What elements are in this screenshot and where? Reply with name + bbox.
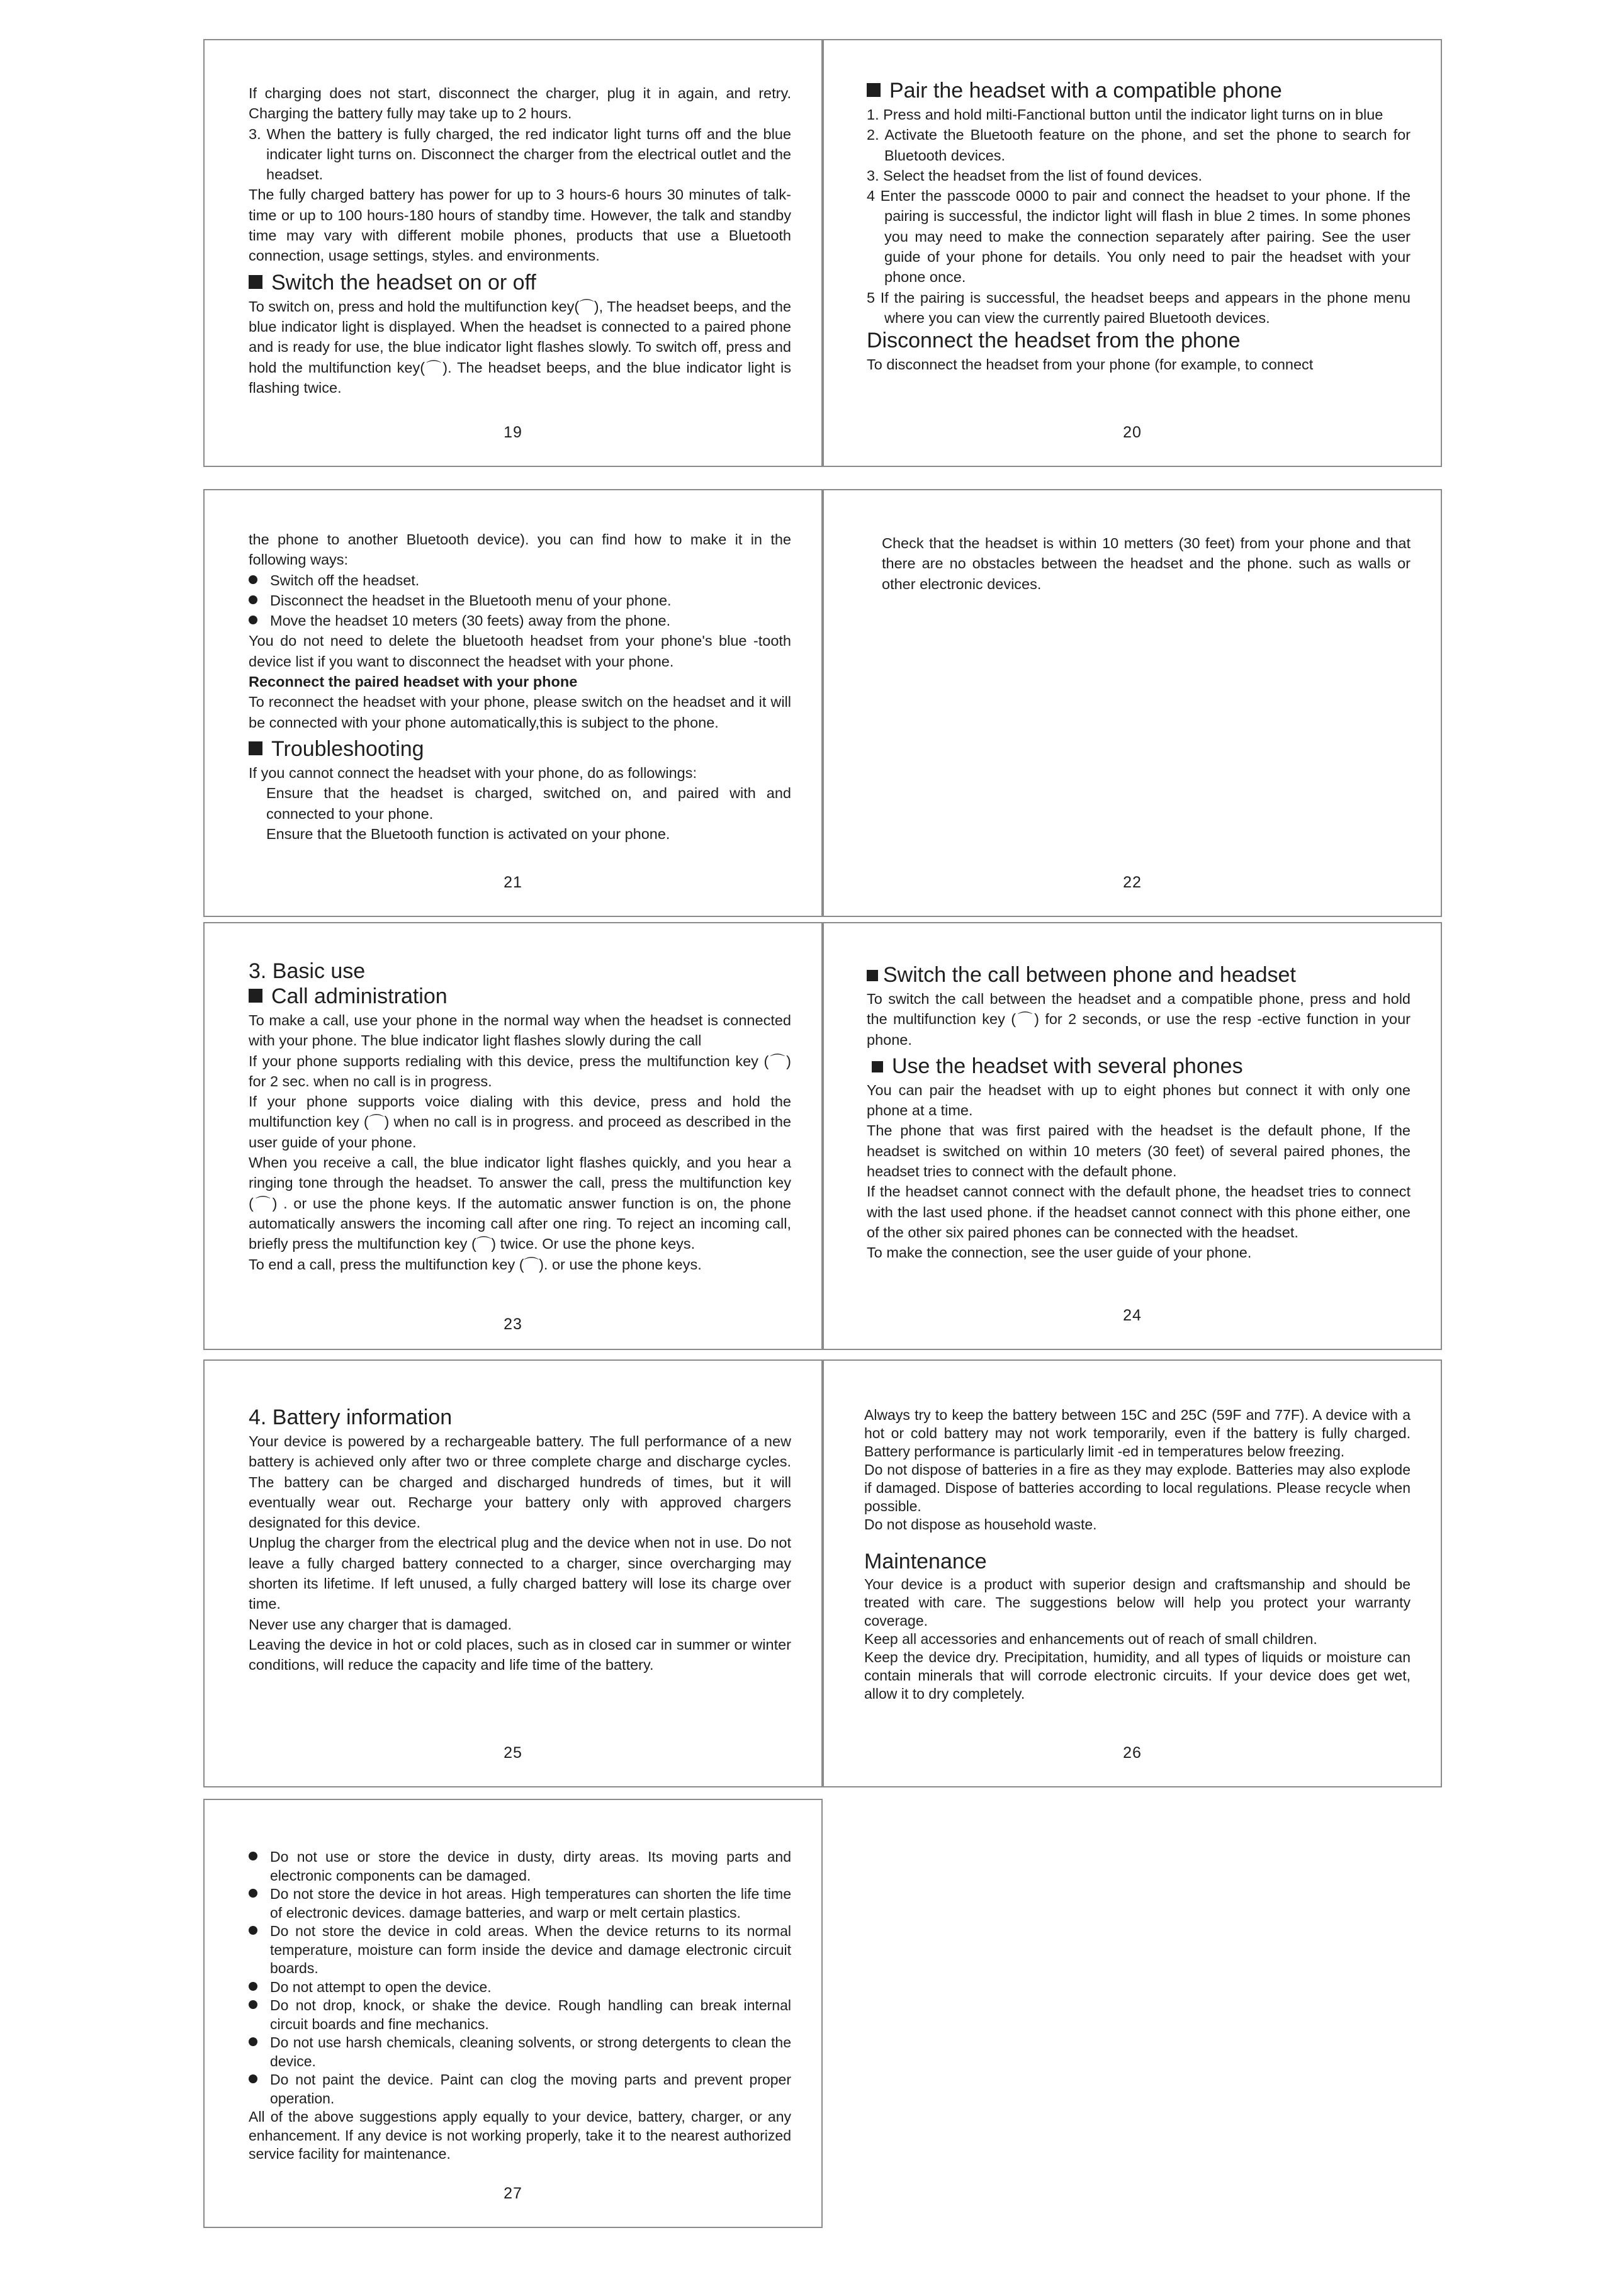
paragraph: Check that the headset is within 10 metters (30 feet) from your phone and that there are no obstacles between the headset and the phone. such as walls or other electronic devices. — [882, 535, 1411, 592]
page-number: 27 — [504, 2185, 522, 2202]
square-bullet-icon — [249, 741, 262, 755]
page-number: 22 — [1123, 874, 1142, 891]
paragraph: All of the above suggestions apply equally to your device, battery, charger, or any enhancement. If any device is not working properly, take it to the nearest authorized service facility for maintenance. — [249, 2108, 791, 2162]
page-19 — [203, 39, 823, 467]
paragraph: You do not need to delete the bluetooth headset from your phone's blue -tooth device list if you want to disconnect the headset with your phone. — [249, 633, 791, 670]
list-item: 4 Enter the passcode 0000 to pair and connect the headset to your phone. If the pairing is successful, the indictor light will flash in blue 2 times. In some phones you may need to make the connection separately after pairing. See the user guide of your phone for details. You only need to pair the headset with your phone once. — [867, 188, 1411, 286]
list-item: 1. Press and hold milti-Fanctional button until the indicator light turns on in blue — [867, 106, 1383, 123]
bullet-icon — [249, 1982, 257, 1991]
bullet-icon — [249, 2000, 257, 2009]
bullet-icon — [249, 575, 257, 584]
page-25 — [203, 1359, 823, 1787]
paragraph: Your device is powered by a rechargeable battery. The full performance of a new battery is achieved only after two or three complete charge and discharge cycles. The battery can be charged and discharged hundreds of times, but it will eventually wear out. Recharge your battery only with approved chargers designated for this device. — [249, 1433, 791, 1531]
page-27 — [203, 1799, 823, 2228]
section-heading: Use the headset with several phones — [867, 1054, 1411, 1079]
page-21 — [203, 489, 823, 917]
paragraph: If your phone supports voice dialing with this device, press and hold the multifunction key (⌒) when no call is in progress. and proceed as described in the user guide of your phone. — [249, 1093, 791, 1151]
page-number: 19 — [504, 424, 522, 441]
paragraph: Do not dispose of batteries in a fire as they may explode. Batteries may also explode if damaged. Dispose of batteries according to local regulations. Please recycle when possible. — [864, 1461, 1411, 1514]
list-item: Do not store the device in cold areas. When the device returns to its normal temperature, moisture can form inside the device and damage electronic circuit boards. — [249, 1922, 791, 1978]
bullet-icon — [249, 616, 257, 624]
bullet-icon — [249, 1852, 257, 1860]
section-title: 3. Basic use — [249, 959, 366, 983]
paragraph: If you cannot connect the headset with your phone, do as followings: — [249, 764, 697, 781]
list-item: Disconnect the headset in the Bluetooth menu of your phone. — [249, 590, 791, 611]
spacer — [864, 1534, 1411, 1549]
paragraph: To end a call, press the multifunction key (⌒). or use the phone keys. — [249, 1256, 702, 1273]
paragraph: When you receive a call, the blue indicator light flashes quickly, and you hear a ringing tone through the headset. To answer the call, press the multifunction key (⌒) . or use the phone keys. If the automatic answer function is on, the phone automatically answers the incoming call after one ring. To reject an incoming call, briefly press the multifunction key (⌒) twice. Or use the phone keys. — [249, 1154, 791, 1252]
page-number: 24 — [1123, 1307, 1142, 1324]
square-bullet-icon — [249, 275, 262, 289]
paragraph: You can pair the headset with up to eight phones but connect it with only one phone at a time. — [867, 1081, 1411, 1119]
subheading: Reconnect the paired headset with your phone — [249, 673, 578, 690]
list-item: Do not store the device in hot areas. High temperatures can shorten the life time of electronic devices. damage batteries, and warp or melt certain plastics. — [249, 1885, 791, 1922]
list-item: Do not use harsh chemicals, cleaning solvents, or strong detergents to clean the device. — [249, 2034, 791, 2071]
paragraph: Keep all accessories and enhancements out of reach of small children. — [864, 1631, 1317, 1647]
page-22 — [823, 489, 1442, 917]
section-heading: Disconnect the headset from the phone — [867, 329, 1241, 353]
paragraph: If your phone supports redialing with this device, press the multifunction key (⌒) for 2 sec. when no call is in progress. — [249, 1052, 791, 1089]
paragraph: Leaving the device in hot or cold places, such as in closed car in summer or winter conditions, will reduce the capacity and life time of the battery. — [249, 1636, 791, 1674]
list-item: Do not attempt to open the device. — [249, 1978, 791, 1997]
paragraph: Keep the device dry. Precipitation, humidity, and all types of liquids or moisture can contain minerals that will corrode electronic circuits. If your device does get wet, allow it to dry completely. — [864, 1649, 1411, 1702]
page-number: 25 — [504, 1744, 522, 1762]
page-number: 26 — [1123, 1744, 1142, 1762]
paragraph: Your device is a product with superior design and craftsmanship and should be treated with care. The suggestions below will help you protect your warranty coverage. — [864, 1576, 1411, 1629]
paragraph: Do not dispose as household waste. — [864, 1516, 1097, 1533]
page-number: 20 — [1123, 424, 1142, 441]
bullet-icon — [249, 2074, 257, 2083]
section-heading: Call administration — [249, 984, 791, 1009]
page-20 — [823, 39, 1442, 467]
section-heading: Troubleshooting — [249, 736, 791, 762]
list-item: 2. Activate the Bluetooth feature on the phone, and set the phone to search for Bluetooth devices. — [867, 127, 1411, 164]
paragraph: To reconnect the headset with your phone, please switch on the headset and it will be connected with your phone automatically,this is subject to the phone. — [249, 694, 791, 731]
list-item: Do not paint the device. Paint can clog the moving parts and prevent proper operation. — [249, 2071, 791, 2108]
square-bullet-icon — [867, 83, 881, 97]
page-23 — [203, 922, 823, 1350]
square-bullet-icon — [249, 989, 262, 1003]
paragraph: If the headset cannot connect with the default phone, the headset tries to connect with the last used phone. if the headset cannot connect with this phone either, one of the other six paired phones can be connected with the headset. — [867, 1183, 1411, 1241]
bullet-icon — [249, 1926, 257, 1935]
page-26 — [823, 1359, 1442, 1787]
square-bullet-icon — [867, 970, 878, 981]
paragraph: To make the connection, see the user guide of your phone. — [867, 1244, 1252, 1261]
paragraph: the phone to another Bluetooth device). you can find how to make it in the following ways: — [249, 531, 791, 568]
list-item: Ensure that the Bluetooth function is activated on your phone. — [266, 825, 670, 842]
page-number: 23 — [504, 1315, 522, 1333]
paragraph: To switch on, press and hold the multifunction key(⌒), The headset beeps, and the blue indicator light is displayed. When the headset is connected to a paired phone and is ready for use, the blue indicator light flashes slowly. To switch off, press and hold the multifunction key(⌒). The headset beeps, and the blue indicator light is flashing twice. — [249, 298, 791, 396]
list-item: Ensure that the headset is charged, switched on, and paired with and connected to your phone. — [266, 785, 791, 822]
section-heading: Pair the headset with a compatible phone — [867, 78, 1411, 103]
list-item: Do not drop, knock, or shake the device. Rough handling can break internal circuit boards and fine mechanics. — [249, 1996, 791, 2034]
paragraph: To switch the call between the headset and a compatible phone, press and hold the multifunction key (⌒) for 2 seconds, or use the resp -ective function in your phone. — [867, 991, 1411, 1048]
paragraph: Unplug the charger from the electrical plug and the device when not in use. Do not leave a fully charged battery connected to a charger, since overcharging may shorten its lifetime. If left unused, a fully charged battery will lose its charge over time. — [249, 1534, 791, 1612]
list-item: 3. Select the headset from the list of found devices. — [867, 167, 1202, 184]
list-item: Switch off the headset. — [249, 570, 791, 590]
section-heading: Maintenance — [864, 1550, 987, 1573]
paragraph: To make a call, use your phone in the normal way when the headset is connected with your phone. The blue indicator light flashes slowly during the call — [249, 1012, 791, 1049]
paragraph: The fully charged battery has power for up to 3 hours-6 hours 30 minutes of talk-time or up to 100 hours-180 hours of standby time. However, the talk and standby time may vary with different mobile phones, products that use a Bluetooth connection, usage settings, styles. and environments. — [249, 186, 791, 264]
list-item: Move the headset 10 meters (30 feets) away from the phone. — [249, 611, 791, 631]
section-heading: Switch the call between phone and headset — [867, 962, 1411, 988]
bullet-icon — [249, 2037, 257, 2046]
paragraph: 3. When the battery is fully charged, the red indicator light turns off and the blue indicater light turns on. Disconnect the charger from the electrical outlet and the headset. — [249, 125, 791, 183]
paragraph: To disconnect the headset from your phone (for example, to connect — [867, 356, 1314, 373]
page-24 — [823, 922, 1442, 1350]
bullet-icon — [249, 1889, 257, 1898]
bullet-icon — [249, 595, 257, 604]
section-title: 4. Battery information — [249, 1405, 453, 1429]
paragraph: If charging does not start, disconnect the charger, plug it in again, and retry. Charging the battery fully may take up to 2 hours. — [249, 85, 791, 122]
list-item: Do not use or store the device in dusty, dirty areas. Its moving parts and electronic components can be damaged. — [249, 1848, 791, 1885]
paragraph: Always try to keep the battery between 15C and 25C (59F and 77F). A device with a hot or cold battery may not work temporarily, even if the battery is fully charged. Battery performance is particularly limit -ed in temperatures below freezing. — [864, 1407, 1411, 1460]
section-heading: Switch the headset on or off — [249, 270, 791, 295]
paragraph: Never use any charger that is damaged. — [249, 1616, 512, 1633]
paragraph: The phone that was first paired with the headset is the default phone, If the headset is switched on within 10 meters (30 feet) of several paired phones, the headset tries to connect with the default phone. — [867, 1122, 1411, 1180]
page-number: 21 — [504, 874, 522, 891]
list-item: 5 If the pairing is successful, the headset beeps and appears in the phone menu where you can view the currently paired Bluetooth devices. — [867, 289, 1411, 326]
square-bullet-icon — [872, 1061, 883, 1072]
